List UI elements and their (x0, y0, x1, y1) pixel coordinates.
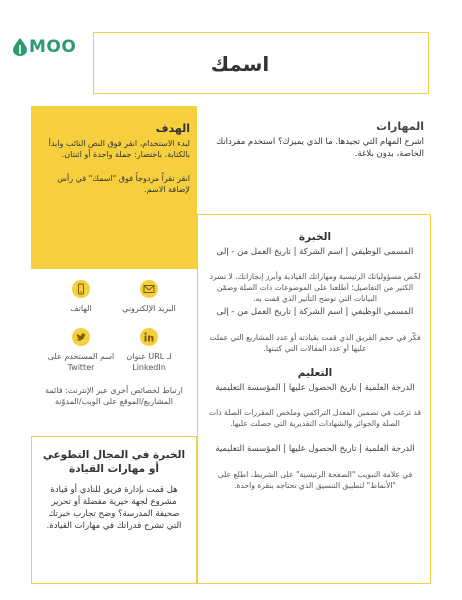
frame-line (430, 214, 431, 584)
job-title-1[interactable]: المسمى الوظيفي | اسم الشركة | تاريخ العمل من - إلى (216, 247, 414, 257)
degree-title-2[interactable]: الدرجة العلمية | تاريخ الحصول عليها | المؤسسة التعليمية (215, 444, 415, 454)
job-body-1[interactable]: لخّص مسؤولياتك الرئيسية ومهاراتك القيادية وأبرز إنجازاتك. لا تسرد الكثير من التفاصيل؛ أطلعنا على الموضوعات ذات الصلة وضمّن البيانات التي توضح التأثير الذي قمت به. (209, 272, 421, 303)
logo-text: MOO (29, 37, 77, 57)
frame-line (197, 583, 431, 584)
drop-logo-icon (12, 38, 28, 56)
twitter-icon (72, 328, 90, 346)
skills-heading: المهارات (376, 120, 424, 133)
name-heading[interactable]: اسمك (210, 52, 270, 76)
objective-paragraph-2[interactable]: انقر نقراً مزدوجاً فوق "اسمك" في رأس لإضافة الاسم. (57, 174, 190, 194)
skills-text[interactable]: اشرح المهام التي تجيدها. ما الذي يميزك؟ استخدم مفرداتك الخاصة، بدون بلاغة. (216, 137, 424, 159)
objective-paragraph-1[interactable]: لبدء الاستخدام، انقر فوق النص النائب وابدأ بالكتابة. باختصار: جملة واحدة أو اثنتان. (48, 139, 190, 159)
envelope-icon (140, 280, 158, 298)
degree-body-1[interactable]: قد ترغب في تضمين المعدل التراكمي وملخص المقررات الصلة ذات الصلة والجوائز والشهادات التقديرية التي حصلت عليها. (209, 408, 421, 428)
phone-label[interactable]: الهاتف (70, 304, 92, 313)
linkedin-icon (140, 328, 158, 346)
volunteer-text[interactable]: هل قمت بإدارة فريق للنادي أو قيادة مشروع لجهة خيرية مفضلة أو تحرير صحيفة المدرسة؟ وضح تجارب خبرتك التي تشرح قدراتك في مهارات القيادة. (46, 485, 182, 531)
degree-body-2[interactable]: في علامة التبويب "الصفحة الرئيسية" على الشريط، اطلع على "الأنماط" لتطبيق التنسيق الذي تحتاجه بنقرة واحدة. (217, 470, 413, 490)
degree-title-1[interactable]: الدرجة العلمية | تاريخ الحصول عليها | المؤسسة التعليمية (215, 383, 415, 393)
experience-frame (197, 214, 431, 583)
email-label[interactable]: البريد الإلكتروني (122, 304, 176, 313)
objective-heading: الهدف (155, 122, 190, 135)
job-title-2[interactable]: المسمى الوظيفي | اسم الشركة | تاريخ العمل من - إلى (216, 307, 414, 317)
phone-icon (72, 280, 90, 298)
experience-heading: الخبرة (298, 231, 332, 243)
volunteer-heading: الخبرة في المجال التطوعي أو مهارات القيادة (42, 449, 186, 475)
online-properties-note[interactable]: ارتباط لخصائص أخرى عبر الإنترنت: قائمة المشاريع/الموقع على الويب/المدوّنة (45, 386, 183, 406)
linkedin-label[interactable]: عنوان URL لـ LinkedIn (126, 352, 172, 372)
job-body-2[interactable]: فكّر في حجم الفريق الذي قمت بقيادته أو عدد المشاريع التي عملت عليها أو عدد المقالات التي كتبتها. (209, 333, 421, 353)
education-heading: التعليم (297, 367, 333, 379)
twitter-label[interactable]: اسم المستخدم على Twitter (47, 352, 115, 372)
